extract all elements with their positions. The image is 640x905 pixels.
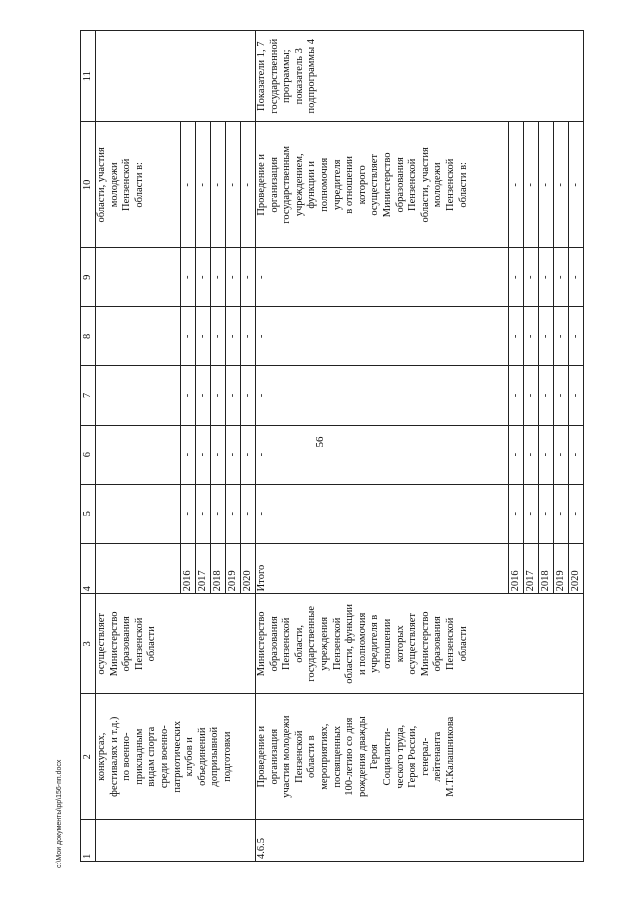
cell-text-line: по военно-	[121, 732, 133, 781]
header-col-5: 5	[81, 484, 96, 543]
cell-text-line: допризывной	[209, 726, 221, 787]
cell-text-line: осуществляет	[369, 153, 381, 216]
header-col-7: 7	[81, 366, 96, 425]
table-cell: -	[226, 484, 241, 543]
cell-text-line: отношении	[381, 618, 393, 669]
cell-text-line: Социалисти-	[381, 727, 393, 786]
table-cell: -	[569, 366, 584, 425]
cell-text-line: учредителя	[331, 159, 343, 211]
cell-text-line: Проведение и	[256, 154, 267, 216]
year-cell: 2016	[181, 543, 196, 594]
table-cell: -	[569, 307, 584, 366]
program-activities-table	[80, 30, 584, 862]
cell-text-line: области в:	[133, 162, 145, 208]
table-cell: -	[211, 122, 226, 248]
table-cell	[96, 484, 181, 543]
year-cell: 2019	[226, 543, 241, 594]
cell-text-line: учреждением,	[293, 153, 305, 217]
header-col-3: 3	[81, 594, 96, 694]
table-cell: -	[241, 366, 256, 425]
table-cell	[96, 366, 181, 425]
year-cell: 2017	[196, 543, 211, 594]
rotated-table-wrapper	[80, 30, 581, 862]
row-a-executor	[96, 594, 256, 694]
cell-text-line: подпрограммы 4	[306, 38, 318, 114]
cell-text-line: функции и	[306, 161, 318, 209]
table-cell: -	[211, 425, 226, 484]
row-b-total-label: Итого	[256, 543, 509, 594]
table-cell: -	[509, 122, 524, 248]
table-cell: -	[554, 248, 569, 307]
cell-text-line: организация	[268, 728, 280, 785]
row-b-description	[256, 694, 584, 820]
row-b-executor	[256, 594, 584, 694]
cell-text-line: в отношении	[344, 155, 356, 214]
cell-text-line: Министерство	[419, 611, 431, 677]
cell-text-line: участия молодежи	[281, 715, 293, 798]
table-cell: -	[211, 307, 226, 366]
table-cell: -	[539, 122, 554, 248]
cell-text-line: Проведение и	[256, 725, 267, 788]
cell-text-line: государственной	[268, 38, 280, 114]
cell-text-line: области,	[293, 624, 305, 663]
row-b-indicators	[256, 31, 584, 122]
table-cell: -	[524, 484, 539, 543]
table-cell: -	[196, 484, 211, 543]
table-cell: -	[554, 484, 569, 543]
cell-text-line: программы;	[281, 49, 293, 104]
cell-text-line: конкурсах,	[96, 732, 107, 781]
table-cell: -	[509, 366, 524, 425]
table-cell: -	[509, 425, 524, 484]
table-cell: -	[524, 366, 539, 425]
table-cell: -	[181, 425, 196, 484]
table-cell	[96, 248, 181, 307]
table-cell: -	[241, 425, 256, 484]
cell-text-line: Пензенской	[444, 617, 456, 671]
table-cell: -	[211, 366, 226, 425]
table-cell: -	[509, 248, 524, 307]
table-cell: -	[509, 484, 524, 543]
cell-text-line: патриотических	[171, 720, 183, 793]
year-cell: 2018	[539, 543, 554, 594]
cell-text-line: области	[457, 626, 469, 662]
row-b-number: 4.6.5	[256, 820, 584, 862]
table-cell: -	[554, 366, 569, 425]
cell-text-line: образования	[394, 157, 406, 213]
cell-text-line: области в:	[457, 162, 469, 208]
year-cell: 2016	[509, 543, 524, 594]
table-cell: -	[226, 366, 241, 425]
cell-text-line: которых	[394, 625, 406, 663]
cell-text-line: молодежи	[432, 162, 444, 208]
table-row	[256, 31, 509, 862]
table-cell: -	[256, 425, 509, 484]
cell-text-line: государственным	[281, 145, 293, 224]
table-cell: -	[569, 484, 584, 543]
row-a-description	[96, 694, 256, 820]
cell-text-line: образования	[268, 616, 280, 672]
cell-text-line: Министерство	[108, 611, 120, 677]
table-cell: -	[181, 484, 196, 543]
row-a-result	[96, 122, 181, 248]
table-cell: -	[256, 248, 509, 307]
cell-text-line: генерал-	[419, 737, 431, 776]
year-cell: 2020	[569, 543, 584, 594]
table-cell: -	[569, 425, 584, 484]
table-cell: -	[196, 122, 211, 248]
footer-file-path: c:\Мои документы\pp\156-пп.docx	[56, 759, 63, 868]
table-header-row	[81, 31, 96, 862]
cell-text-line: Пензенской	[444, 158, 456, 212]
table-cell: -	[554, 425, 569, 484]
table-cell: -	[539, 425, 554, 484]
cell-text-line: образования	[121, 616, 133, 672]
cell-text-line: прикладным	[133, 728, 145, 785]
table-cell: -	[181, 122, 196, 248]
row-a-year-blank	[96, 543, 181, 594]
year-cell: 2020	[241, 543, 256, 594]
cell-text-line: Пензенской	[281, 617, 293, 671]
table-cell	[96, 425, 181, 484]
table-cell: -	[196, 307, 211, 366]
cell-text-line: государственные	[306, 605, 318, 682]
table-cell: -	[539, 366, 554, 425]
cell-text-line: Министерство	[381, 152, 393, 218]
table-cell: -	[569, 122, 584, 248]
cell-text-line: лейтенанта	[432, 731, 444, 782]
cell-text-line: образования	[432, 616, 444, 672]
cell-text-line: мероприятиях,	[318, 723, 330, 790]
cell-text-line: Показатели 1, 7	[256, 41, 267, 111]
header-col-2: 2	[81, 694, 96, 820]
cell-text-line: клубов и	[184, 737, 196, 777]
cell-text-line: Пензенской	[407, 158, 419, 212]
cell-text-line: Пензенской	[331, 617, 343, 671]
cell-text-line: Пензенской	[133, 617, 145, 671]
cell-text-line: организация	[268, 157, 280, 213]
cell-text-line: области	[146, 626, 158, 662]
cell-text-line: рождения дважды	[356, 716, 368, 798]
table-cell: -	[226, 307, 241, 366]
cell-text-line: учредителя в	[369, 614, 381, 673]
table-cell: -	[256, 307, 509, 366]
table-cell: -	[539, 307, 554, 366]
header-col-11: 11	[81, 31, 96, 122]
header-col-1: 1	[81, 820, 96, 862]
table-cell: -	[241, 122, 256, 248]
cell-text-line: подготовки	[221, 731, 233, 782]
table-cell: -	[181, 248, 196, 307]
table-cell: -	[524, 122, 539, 248]
table-cell: -	[524, 425, 539, 484]
cell-text-line: ческого труда,	[394, 724, 406, 789]
cell-text-line: объединений	[196, 727, 208, 786]
table-cell: -	[181, 366, 196, 425]
table-cell: -	[226, 122, 241, 248]
table-cell: -	[524, 307, 539, 366]
cell-text-line: видам спорта	[146, 726, 158, 787]
cell-text-line: молодежи	[108, 162, 120, 208]
cell-text-line: Героя	[369, 744, 381, 770]
cell-text-line: полномочия	[318, 157, 330, 212]
cell-text-line: и полномочия	[356, 612, 368, 675]
row-a-indicators	[96, 31, 256, 122]
table-cell: -	[241, 484, 256, 543]
cell-text-line: которого	[356, 165, 368, 205]
table-cell: -	[196, 366, 211, 425]
cell-text-line: области, участия	[419, 147, 431, 223]
year-cell: 2019	[554, 543, 569, 594]
cell-text-line: области, функции	[344, 603, 356, 684]
header-col-4: 4	[81, 543, 96, 594]
year-cell: 2018	[211, 543, 226, 594]
table-cell: -	[554, 122, 569, 248]
table-cell: -	[241, 307, 256, 366]
cell-text-line: фестивалях и т.д.)	[108, 716, 120, 797]
cell-text-line: учреждения	[318, 616, 330, 671]
header-col-6: 6	[81, 425, 96, 484]
table-row	[96, 31, 181, 862]
table-cell: -	[256, 366, 509, 425]
table-cell: -	[569, 248, 584, 307]
cell-text-line: области в	[306, 735, 318, 779]
table-cell: -	[524, 248, 539, 307]
cell-text-line: посвященных	[331, 725, 343, 788]
table-cell: -	[181, 307, 196, 366]
page-number: 56	[314, 436, 326, 448]
table-cell: -	[241, 248, 256, 307]
cell-text-line: осуществляет	[407, 612, 419, 675]
table-cell	[96, 307, 181, 366]
cell-text-line: М.Т.Калашникова	[444, 716, 456, 797]
table-cell: -	[196, 248, 211, 307]
header-col-10: 10	[81, 122, 96, 248]
table-cell: -	[509, 307, 524, 366]
table-cell: -	[226, 248, 241, 307]
table-cell: -	[539, 248, 554, 307]
table-cell: -	[211, 248, 226, 307]
cell-text-line: Пензенской	[121, 158, 133, 212]
cell-text-line: Пензенской	[293, 730, 305, 783]
cell-text-line: показатель 3	[293, 48, 305, 105]
row-a-number	[96, 820, 256, 862]
table-cell: -	[211, 484, 226, 543]
table-cell: -	[226, 425, 241, 484]
table-cell: -	[256, 484, 509, 543]
cell-text-line: области, участия	[96, 147, 107, 223]
cell-text-line: Героя России,	[407, 725, 419, 788]
table-cell: -	[554, 307, 569, 366]
table-cell: -	[539, 484, 554, 543]
row-b-result	[256, 122, 509, 248]
cell-text-line: 100-летию со дня	[344, 717, 356, 796]
table-cell: -	[196, 425, 211, 484]
cell-text-line: среди военно-	[158, 725, 170, 789]
cell-text-line: осуществляет	[96, 612, 107, 675]
year-cell: 2017	[524, 543, 539, 594]
header-col-8: 8	[81, 307, 96, 366]
cell-text-line: Министерство	[256, 611, 267, 677]
header-col-9: 9	[81, 248, 96, 307]
